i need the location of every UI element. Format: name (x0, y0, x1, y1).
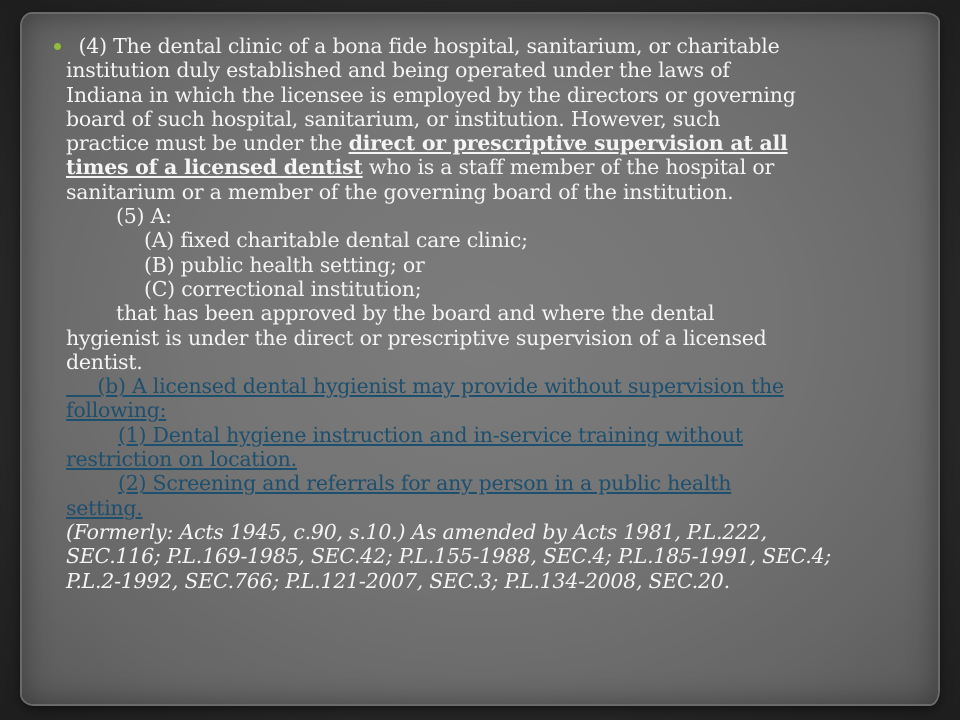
para4-line (66, 131, 896, 155)
para4-line: board of such hospital, sanitarium, or institution. However, such (66, 106, 721, 131)
subsection-b-item (66, 496, 896, 520)
statute-text (66, 34, 896, 593)
subsection-b-link[interactable]: restriction on location. (66, 447, 297, 472)
subsection-b-link[interactable]: following: (66, 398, 167, 423)
para4-line-text: (4) The dental clinic of a bona fide hospital, sanitarium, or charitable (78, 34, 780, 58)
para5-tail: hygienist is under the direct or prescriptive supervision of a licensed (66, 325, 767, 350)
para5-heading: (5) A: (116, 204, 172, 229)
subsection-b-text: (1) Dental hygiene instruction and in-service training without (118, 422, 743, 447)
subsection-b-text: (b) A licensed dental hygienist may provide without supervision the (97, 374, 784, 399)
bullet-icon (54, 43, 61, 50)
supervision-emphasis: direct or prescriptive supervision at all (348, 131, 788, 156)
para5-tail: dentist. (66, 349, 143, 374)
subsection-b-item (66, 447, 896, 471)
history-line: SEC.116; P.L.169-1985, SEC.42; P.L.155-1988, SEC.4; P.L.185-1991, SEC.4; (66, 544, 832, 569)
para4-line (66, 34, 896, 58)
para4-line: sanitarium or a member of the governing board of the institution. (66, 179, 734, 204)
subsection-b-line (66, 374, 896, 398)
subsection-b-item (66, 471, 896, 495)
subsection-b-link[interactable] (66, 471, 731, 495)
para4-line-text: practice must be under the (66, 131, 349, 156)
para4-line-text: who is a staff member of the hospital or (362, 155, 774, 180)
para5-tail: that has been approved by the board and where the dental (116, 301, 715, 326)
subsection-b-line (66, 398, 896, 422)
para4-line: institution duly established and being operated under the laws of (66, 58, 730, 83)
para4-line: Indiana in which the licensee is employed by the directors or governing (66, 82, 796, 107)
subsection-b-link[interactable] (66, 423, 743, 447)
para5-item-c: (C) correctional institution; (144, 276, 422, 301)
subsection-b-text: (2) Screening and referrals for any person in a public health (118, 471, 732, 496)
subsection-b-item (66, 423, 896, 447)
para4-line (66, 155, 896, 179)
supervision-emphasis: times of a licensed dentist (66, 155, 363, 180)
para5-item-b: (B) public health setting; or (144, 252, 425, 277)
history-line: P.L.2-1992, SEC.766; P.L.121-2007, SEC.3; P.L.134-2008, SEC.20. (66, 568, 730, 593)
para5-item-a: (A) fixed charitable dental care clinic; (144, 228, 528, 253)
subsection-b-link[interactable]: setting. (66, 495, 143, 520)
history-line: (Formerly: Acts 1945, c.90, s.10.) As amended by Acts 1981, P.L.222, (66, 519, 767, 544)
subsection-b-link[interactable] (66, 374, 784, 398)
